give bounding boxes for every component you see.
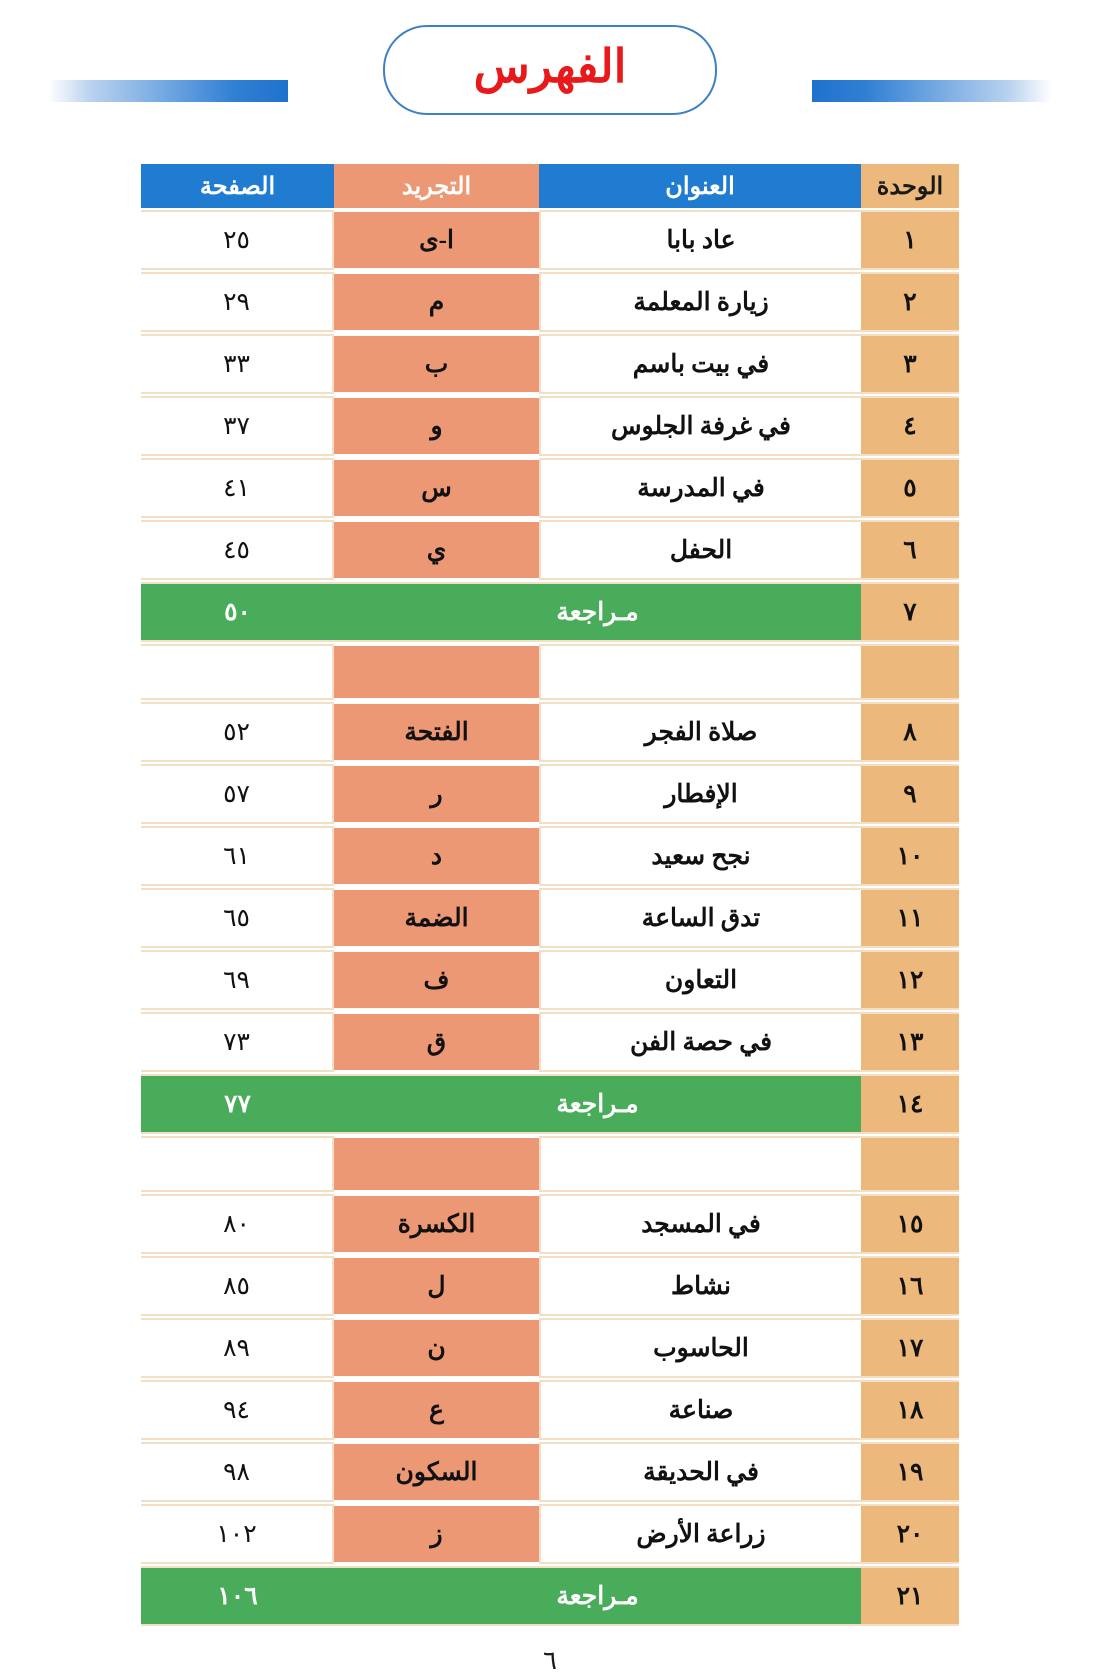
toc-unit-number: ٧ <box>861 582 959 642</box>
toc-spacer-unit <box>861 1136 959 1192</box>
toc-spacer-page <box>141 1136 334 1192</box>
toc-table <box>141 162 959 1628</box>
toc-unit-number: ١٢ <box>861 950 959 1010</box>
toc-row <box>141 950 959 1010</box>
toc-lesson-title: في المسجد <box>539 1194 861 1254</box>
toc-page-number: ٧٣ <box>141 1012 334 1072</box>
toc-row <box>141 520 959 580</box>
toc-row <box>141 826 959 886</box>
toc-abstraction-letter: الفتحة <box>334 702 539 762</box>
toc-spacer-abstraction <box>334 1136 539 1192</box>
toc-row <box>141 764 959 824</box>
toc-lesson-title: عاد بابا <box>539 210 861 270</box>
toc-unit-number: ١٧ <box>861 1318 959 1378</box>
toc-page-number: ٢٩ <box>141 272 334 332</box>
column-header-abstraction: التجريد <box>334 164 539 208</box>
toc-page-number: ٢٥ <box>141 210 334 270</box>
toc-unit-number: ١ <box>861 210 959 270</box>
column-header-title: العنوان <box>539 164 861 208</box>
toc-unit-number: ١١ <box>861 888 959 948</box>
toc-page-number: ٣٣ <box>141 334 334 394</box>
toc-lesson-title: في حصة الفن <box>539 1012 861 1072</box>
toc-table-head <box>141 164 959 208</box>
toc-review-page: ١٠٦ <box>141 1566 334 1626</box>
page-title-pill <box>383 25 717 115</box>
toc-abstraction-letter: ز <box>334 1504 539 1564</box>
page-header <box>0 0 1100 140</box>
toc-lesson-title: الحفل <box>539 520 861 580</box>
toc-page-number: ٨٥ <box>141 1256 334 1316</box>
toc-abstraction-letter: د <box>334 826 539 886</box>
toc-lesson-title: في المدرسة <box>539 458 861 518</box>
toc-abstraction-letter: ر <box>334 764 539 824</box>
toc-row <box>141 1380 959 1440</box>
toc-review-row <box>141 1566 959 1626</box>
toc-abstraction-letter: ا-ى <box>334 210 539 270</box>
toc-lesson-title: الحاسوب <box>539 1318 861 1378</box>
toc-row <box>141 1256 959 1316</box>
page-title: الفهرس <box>473 41 627 92</box>
toc-unit-number: ١٩ <box>861 1442 959 1502</box>
column-header-unit: الوحدة <box>861 164 959 208</box>
toc-abstraction-letter: م <box>334 272 539 332</box>
toc-unit-number: ٢ <box>861 272 959 332</box>
toc-lesson-title: في بيت باسم <box>539 334 861 394</box>
toc-row <box>141 1442 959 1502</box>
toc-page-number: ٥٢ <box>141 702 334 762</box>
toc-unit-number: ٣ <box>861 334 959 394</box>
toc-review-page: ٥٠ <box>141 582 334 642</box>
toc-table-body <box>141 210 959 1626</box>
header-rule-right <box>812 80 1052 102</box>
toc-lesson-title: الإفطار <box>539 764 861 824</box>
toc-unit-number: ٢١ <box>861 1566 959 1626</box>
toc-spacer-title <box>539 644 861 700</box>
toc-lesson-title: زراعة الأرض <box>539 1504 861 1564</box>
toc-page-number: ٥٧ <box>141 764 334 824</box>
toc-abstraction-letter: ن <box>334 1318 539 1378</box>
toc-lesson-title: في الحديقة <box>539 1442 861 1502</box>
toc-row <box>141 1194 959 1254</box>
toc-page-number: ٨٩ <box>141 1318 334 1378</box>
toc-unit-number: ١٠ <box>861 826 959 886</box>
toc-unit-number: ٢٠ <box>861 1504 959 1564</box>
toc-spacer-row <box>141 1136 959 1192</box>
toc-unit-number: ٤ <box>861 396 959 456</box>
toc-row <box>141 888 959 948</box>
toc-page-number: ٣٧ <box>141 396 334 456</box>
toc-abstraction-letter: ب <box>334 334 539 394</box>
column-header-page: الصفحة <box>141 164 334 208</box>
toc-page-number: ٩٤ <box>141 1380 334 1440</box>
toc-review-row <box>141 1074 959 1134</box>
toc-page-number: ٦١ <box>141 826 334 886</box>
toc-abstraction-letter: الضمة <box>334 888 539 948</box>
toc-abstraction-letter: ق <box>334 1012 539 1072</box>
toc-unit-number: ١٤ <box>861 1074 959 1134</box>
toc-row <box>141 334 959 394</box>
toc-unit-number: ٦ <box>861 520 959 580</box>
toc-lesson-title: نشاط <box>539 1256 861 1316</box>
toc-row <box>141 396 959 456</box>
toc-unit-number: ٩ <box>861 764 959 824</box>
toc-row <box>141 210 959 270</box>
toc-unit-number: ١٥ <box>861 1194 959 1254</box>
toc-page-number: ١٠٢ <box>141 1504 334 1564</box>
toc-page-number: ٨٠ <box>141 1194 334 1254</box>
toc-lesson-title: تدق الساعة <box>539 888 861 948</box>
toc-review-label: مـراجعة <box>334 1566 861 1626</box>
toc-abstraction-letter: الكسرة <box>334 1194 539 1254</box>
toc-spacer-title <box>539 1136 861 1192</box>
toc-unit-number: ٥ <box>861 458 959 518</box>
toc-lesson-title: صناعة <box>539 1380 861 1440</box>
toc-page-number: ٦٩ <box>141 950 334 1010</box>
toc-unit-number: ١٣ <box>861 1012 959 1072</box>
toc-page-number: ٤٥ <box>141 520 334 580</box>
toc-unit-number: ٨ <box>861 702 959 762</box>
toc-row <box>141 1318 959 1378</box>
toc-page-number: ٦٥ <box>141 888 334 948</box>
toc-lesson-title: في غرفة الجلوس <box>539 396 861 456</box>
toc-lesson-title: نجح سعيد <box>539 826 861 886</box>
toc-unit-number: ١٨ <box>861 1380 959 1440</box>
toc-page-number: ٤١ <box>141 458 334 518</box>
toc-abstraction-letter: و <box>334 396 539 456</box>
toc-lesson-title: زيارة المعلمة <box>539 272 861 332</box>
header-rule-left <box>48 80 288 102</box>
toc-review-label: مـراجعة <box>334 582 861 642</box>
toc-review-page: ٧٧ <box>141 1074 334 1134</box>
toc-row <box>141 702 959 762</box>
toc-review-label: مـراجعة <box>334 1074 861 1134</box>
toc-abstraction-letter: السكون <box>334 1442 539 1502</box>
toc-lesson-title: التعاون <box>539 950 861 1010</box>
toc-row <box>141 458 959 518</box>
toc-spacer-abstraction <box>334 644 539 700</box>
toc-review-row <box>141 582 959 642</box>
toc-abstraction-letter: ف <box>334 950 539 1010</box>
toc-abstraction-letter: س <box>334 458 539 518</box>
toc-page-number: ٩٨ <box>141 1442 334 1502</box>
toc-spacer-row <box>141 644 959 700</box>
toc-table-wrapper <box>141 162 959 1628</box>
toc-abstraction-letter: ي <box>334 520 539 580</box>
toc-lesson-title: صلاة الفجر <box>539 702 861 762</box>
toc-spacer-unit <box>861 644 959 700</box>
toc-abstraction-letter: ل <box>334 1256 539 1316</box>
toc-header-row <box>141 164 959 208</box>
toc-row <box>141 1012 959 1072</box>
page-folio-number: ٦ <box>543 1646 557 1675</box>
toc-unit-number: ١٦ <box>861 1256 959 1316</box>
toc-spacer-page <box>141 644 334 700</box>
toc-abstraction-letter: ع <box>334 1380 539 1440</box>
toc-row <box>141 272 959 332</box>
toc-row <box>141 1504 959 1564</box>
